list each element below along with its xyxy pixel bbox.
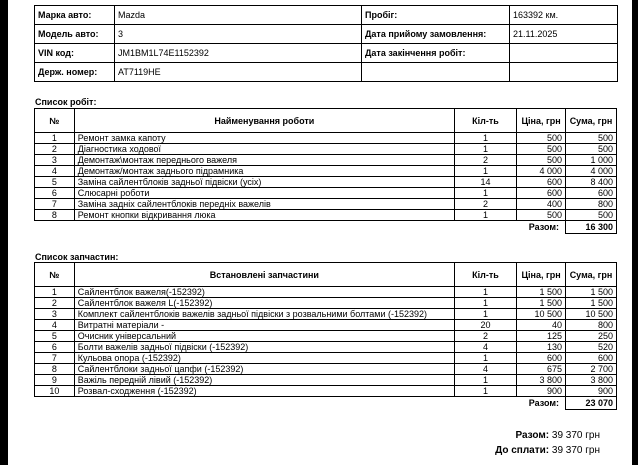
row-quantity: 1 bbox=[454, 133, 516, 144]
vehicle-info-table bbox=[34, 5, 618, 82]
row-sum: 8 400 bbox=[566, 177, 617, 188]
row-number: 1 bbox=[35, 133, 75, 144]
info-row bbox=[35, 63, 618, 82]
total-value: 16 300 bbox=[566, 221, 617, 234]
row-sum: 500 bbox=[566, 133, 617, 144]
row-quantity: 2 bbox=[454, 199, 516, 210]
works-col-num: № bbox=[35, 109, 75, 133]
parts-header-row bbox=[35, 263, 617, 287]
table-row bbox=[35, 166, 617, 177]
row-number: 3 bbox=[35, 155, 75, 166]
row-name: Сайлентблоки задньої цапфи (-152392) bbox=[74, 364, 454, 375]
row-number: 3 bbox=[35, 309, 75, 320]
grand-total-label: Разом: bbox=[515, 430, 550, 441]
row-number: 6 bbox=[35, 188, 75, 199]
table-row bbox=[35, 188, 617, 199]
amount-due-value: 39 370 грн bbox=[551, 445, 600, 456]
right-dark-edge bbox=[632, 0, 638, 465]
row-number: 5 bbox=[35, 331, 75, 342]
row-name: Ремонт кнопки відкривання люка bbox=[74, 210, 454, 221]
amount-due-label: До сплати: bbox=[495, 445, 550, 456]
row-price: 900 bbox=[517, 386, 566, 397]
row-name: Очисник універсальний bbox=[74, 331, 454, 342]
table-row bbox=[35, 133, 617, 144]
info-label: Марка авто: bbox=[35, 6, 115, 25]
row-number: 4 bbox=[35, 166, 75, 177]
total-row bbox=[35, 221, 617, 234]
row-quantity: 1 bbox=[454, 166, 516, 177]
row-price: 125 bbox=[517, 331, 566, 342]
info-value bbox=[510, 63, 618, 82]
works-col-name: Найменування роботи bbox=[74, 109, 454, 133]
info-value bbox=[510, 44, 618, 63]
row-price: 4 000 bbox=[517, 166, 566, 177]
amount-due-line bbox=[495, 445, 600, 456]
total-label: Разом: bbox=[528, 398, 560, 409]
row-quantity: 1 bbox=[454, 353, 516, 364]
document-page bbox=[8, 0, 632, 465]
info-label: Держ. номер: bbox=[35, 63, 115, 82]
table-row bbox=[35, 309, 617, 320]
row-quantity: 1 bbox=[454, 210, 516, 221]
table-row bbox=[35, 364, 617, 375]
row-number: 7 bbox=[35, 199, 75, 210]
info-label: Пробіг: bbox=[362, 6, 510, 25]
works-header-row bbox=[35, 109, 617, 133]
row-name: Витратні матеріали - bbox=[74, 320, 454, 331]
row-price: 500 bbox=[517, 155, 566, 166]
parts-table bbox=[34, 262, 617, 410]
table-row bbox=[35, 298, 617, 309]
row-name: Розвал-сходження (-152392) bbox=[74, 386, 454, 397]
info-label: Модель авто: bbox=[35, 25, 115, 44]
row-name: Сайлентблок важеля(-152392) bbox=[74, 287, 454, 298]
row-quantity: 2 bbox=[454, 155, 516, 166]
row-number: 2 bbox=[35, 144, 75, 155]
row-price: 675 bbox=[517, 364, 566, 375]
row-number: 6 bbox=[35, 342, 75, 353]
works-col-sum: Сума, грн bbox=[566, 109, 617, 133]
info-value: Mazda bbox=[115, 6, 362, 25]
row-price: 500 bbox=[517, 144, 566, 155]
grand-total-value: 39 370 грн bbox=[551, 430, 600, 441]
info-label: Дата закінчення робіт: bbox=[362, 44, 510, 63]
parts-col-name: Встановлені запчастини bbox=[74, 263, 454, 287]
works-table bbox=[34, 108, 617, 234]
row-price: 500 bbox=[517, 133, 566, 144]
row-price: 600 bbox=[517, 177, 566, 188]
table-row bbox=[35, 155, 617, 166]
info-label: Дата прийому замовлення: bbox=[362, 25, 510, 44]
row-number: 5 bbox=[35, 177, 75, 188]
row-sum: 10 500 bbox=[566, 309, 617, 320]
info-label: VIN код: bbox=[35, 44, 115, 63]
works-col-price: Ціна, грн bbox=[517, 109, 566, 133]
row-sum: 500 bbox=[566, 144, 617, 155]
row-quantity: 1 bbox=[454, 144, 516, 155]
row-quantity: 1 bbox=[454, 188, 516, 199]
row-name: Демонтаж/монтаж заднього підрамника bbox=[74, 166, 454, 177]
row-number: 1 bbox=[35, 287, 75, 298]
row-sum: 520 bbox=[566, 342, 617, 353]
row-quantity: 1 bbox=[454, 298, 516, 309]
row-number: 4 bbox=[35, 320, 75, 331]
row-price: 500 bbox=[517, 210, 566, 221]
row-quantity: 1 bbox=[454, 287, 516, 298]
row-sum: 600 bbox=[566, 188, 617, 199]
works-section-title: Список робіт: bbox=[35, 97, 97, 107]
parts-col-num: № bbox=[35, 263, 75, 287]
grand-total-line bbox=[515, 430, 600, 441]
table-row bbox=[35, 331, 617, 342]
row-price: 400 bbox=[517, 199, 566, 210]
info-value: JM1BM1L74E1152392 bbox=[115, 44, 362, 63]
row-price: 1 500 bbox=[517, 287, 566, 298]
info-row bbox=[35, 6, 618, 25]
info-value: 3 bbox=[115, 25, 362, 44]
row-number: 9 bbox=[35, 375, 75, 386]
info-row bbox=[35, 44, 618, 63]
table-row bbox=[35, 386, 617, 397]
row-quantity: 1 bbox=[454, 309, 516, 320]
row-name: Діагностика ходової bbox=[74, 144, 454, 155]
row-quantity: 1 bbox=[454, 386, 516, 397]
row-name: Важіль передній лівий (-152392) bbox=[74, 375, 454, 386]
row-sum: 800 bbox=[566, 199, 617, 210]
row-name: Комплект сайлентблоків важелів задньої підвіски з розвальними болтами (-152392) bbox=[74, 309, 454, 320]
row-sum: 250 bbox=[566, 331, 617, 342]
row-sum: 2 700 bbox=[566, 364, 617, 375]
row-name: Болти важелів задньої підвіски (-152392) bbox=[74, 342, 454, 353]
row-sum: 800 bbox=[566, 320, 617, 331]
row-quantity: 4 bbox=[454, 342, 516, 353]
row-number: 7 bbox=[35, 353, 75, 364]
row-price: 600 bbox=[517, 188, 566, 199]
row-name: Демонтаж\монтаж переднього важеля bbox=[74, 155, 454, 166]
left-dark-edge bbox=[0, 0, 8, 465]
table-row bbox=[35, 320, 617, 331]
row-number: 10 bbox=[35, 386, 75, 397]
row-sum: 3 800 bbox=[566, 375, 617, 386]
row-sum: 900 bbox=[566, 386, 617, 397]
row-name: Кульова опора (-152392) bbox=[74, 353, 454, 364]
row-quantity: 14 bbox=[454, 177, 516, 188]
row-sum: 500 bbox=[566, 210, 617, 221]
works-col-qty: Кіл-ть bbox=[454, 109, 516, 133]
parts-col-price: Ціна, грн bbox=[517, 263, 566, 287]
total-value: 23 070 bbox=[566, 397, 617, 410]
info-row bbox=[35, 25, 618, 44]
row-name: Заміна задніх сайлентблоків передніх важелів bbox=[74, 199, 454, 210]
row-quantity: 1 bbox=[454, 375, 516, 386]
row-name: Слюсарні роботи bbox=[74, 188, 454, 199]
row-sum: 1 500 bbox=[566, 287, 617, 298]
table-row bbox=[35, 342, 617, 353]
row-number: 2 bbox=[35, 298, 75, 309]
table-row bbox=[35, 375, 617, 386]
row-quantity: 2 bbox=[454, 331, 516, 342]
row-name: Сайлентблок важеля L(-152392) bbox=[74, 298, 454, 309]
info-value: 21.11.2025 bbox=[510, 25, 618, 44]
row-number: 8 bbox=[35, 210, 75, 221]
info-value: 163392 км. bbox=[510, 6, 618, 25]
total-label: Разом: bbox=[528, 222, 560, 233]
row-price: 600 bbox=[517, 353, 566, 364]
parts-section-title: Список запчастин: bbox=[35, 252, 119, 262]
total-row bbox=[35, 397, 617, 410]
table-row bbox=[35, 210, 617, 221]
row-price: 1 500 bbox=[517, 298, 566, 309]
row-price: 10 500 bbox=[517, 309, 566, 320]
row-name: Ремонт замка капоту bbox=[74, 133, 454, 144]
table-row bbox=[35, 287, 617, 298]
table-row bbox=[35, 353, 617, 364]
parts-col-qty: Кіл-ть bbox=[454, 263, 516, 287]
table-row bbox=[35, 177, 617, 188]
info-value: AT7119HE bbox=[115, 63, 362, 82]
table-row bbox=[35, 144, 617, 155]
info-label bbox=[362, 63, 510, 82]
row-price: 130 bbox=[517, 342, 566, 353]
row-name: Заміна сайлентблоків задньої підвіски (усіх) bbox=[74, 177, 454, 188]
row-sum: 1 500 bbox=[566, 298, 617, 309]
row-sum: 600 bbox=[566, 353, 617, 364]
row-number: 8 bbox=[35, 364, 75, 375]
row-quantity: 20 bbox=[454, 320, 516, 331]
row-price: 40 bbox=[517, 320, 566, 331]
row-quantity: 4 bbox=[454, 364, 516, 375]
row-price: 3 800 bbox=[517, 375, 566, 386]
row-sum: 1 000 bbox=[566, 155, 617, 166]
parts-col-sum: Сума, грн bbox=[566, 263, 617, 287]
row-sum: 4 000 bbox=[566, 166, 617, 177]
table-row bbox=[35, 199, 617, 210]
